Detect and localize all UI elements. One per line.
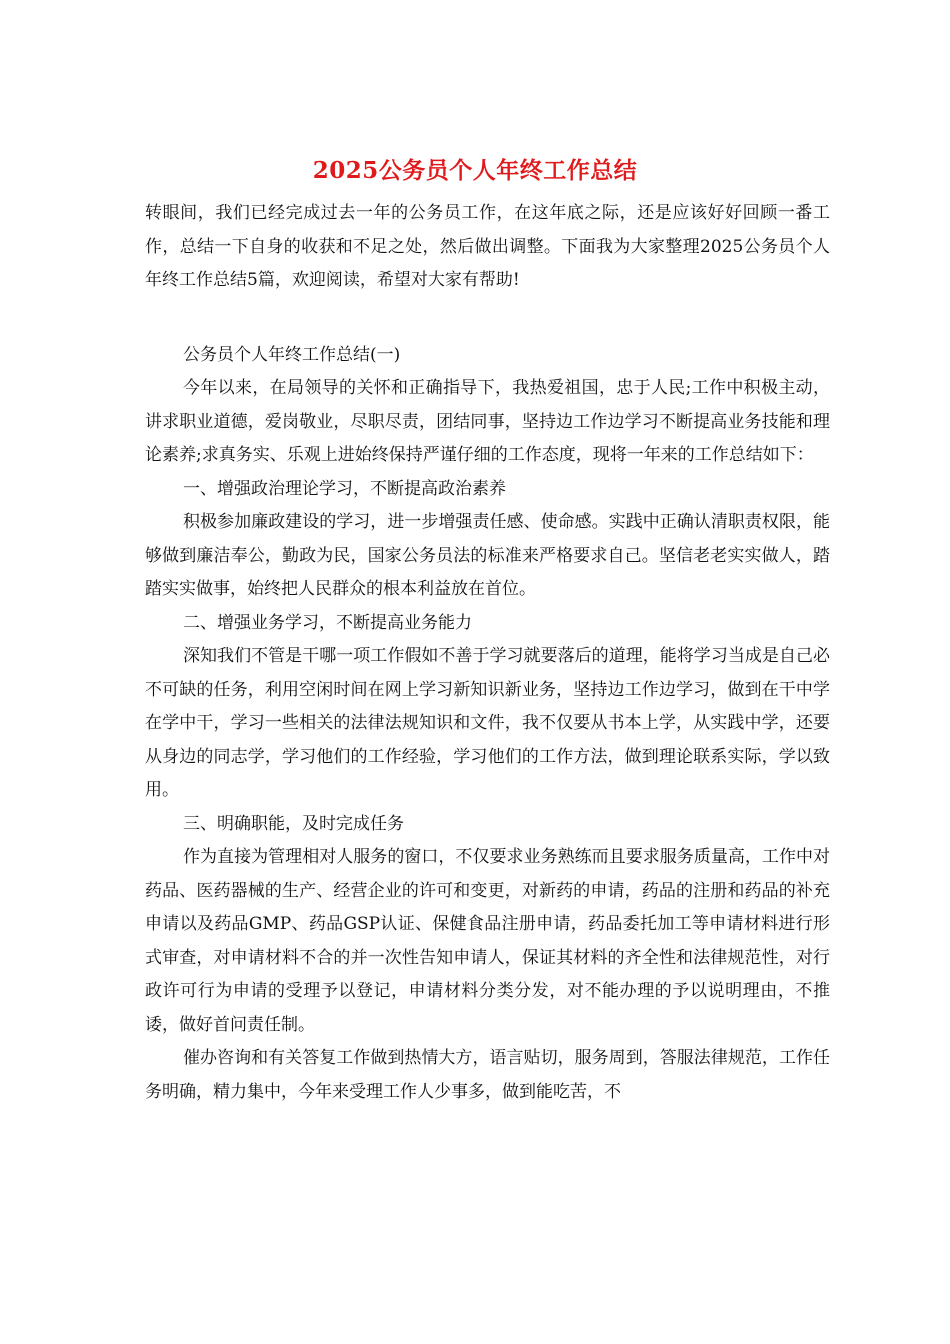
section-heading-2: 二、增强业务学习，不断提高业务能力 (183, 612, 472, 633)
paragraph-gap (145, 298, 830, 339)
body-paragraph-4: 作为直接为管理相对人服务的窗口，不仅要求业务熟练而且要求服务质量高，工作中对药品、医药器械的生产、经营企业的许可和变更，对新药的申请，药品的注册和药品的补充申请以及药品GMP、药品GSP认证、保健食品注册申请，药品委托加工等申请材料进行形式审查，对申请材料不合的并一次性告知申请人，保证其材料的齐全性和法律规范性，对行政许可行为申请的受理予以登记，申请材料分类分发，对不能办理的予以说明理由，不推诿，做好首问责任制。 (145, 847, 830, 1035)
body-paragraph-3: 深知我们不管是干哪一项工作假如不善于学习就要落后的道理，能将学习当成是自己必不可缺的任务，利用空闲时间在网上学习新知识新业务，坚持边工作边学习，做到在干中学在学中干，学习一些相关的法律法规知识和文件，我不仅要从书本上学，从实践中学，还要从身边的同志学，学习他们的工作经验，学习他们的工作方法，做到理论联系实际，学以致用。 (145, 646, 830, 800)
body-paragraph-2: 积极参加廉政建设的学习，进一步增强责任感、使命感。实践中正确认清职责权限，能够做到廉洁奉公，勤政为民，国家公务员法的标准来严格要求自己。坚信老老实实做人，踏踏实实做事，始终把人民群众的根本利益放在首位。 (145, 512, 830, 599)
document-body (145, 197, 830, 1109)
body-paragraph-5: 催办咨询和有关答复工作做到热情大方，语言贴切，服务周到，答服法律规范，工作任务明确，精力集中，今年来受理工作人少事多，做到能吃苦，不 (145, 1048, 830, 1102)
section-heading-1: 一、增强政治理论学习，不断提高政治素养 (183, 478, 506, 499)
body-paragraph-1: 今年以来，在局领导的关怀和正确指导下，我热爱祖国，忠于人民;工作中积极主动，讲求职业道德，爱岗敬业，尽职尽责，团结同事，坚持边工作边学习不断提高业务技能和理论素养;求真务实、乐观上进始终保持严谨仔细的工作态度，现将一年来的工作总结如下： (145, 378, 830, 465)
document-title: 2025公务员个人年终工作总结 (312, 157, 638, 184)
section-title: 公务员个人年终工作总结(一) (183, 344, 401, 365)
section-heading-3: 三、明确职能，及时完成任务 (183, 813, 404, 834)
intro-paragraph: 转眼间，我们已经完成过去一年的公务员工作，在这年底之际，还是应该好好回顾一番工作，总结一下自身的收获和不足之处，然后做出调整。下面我为大家整理2025公务员个人年终工作总结5篇，欢迎阅读，希望对大家有帮助! (145, 203, 830, 290)
